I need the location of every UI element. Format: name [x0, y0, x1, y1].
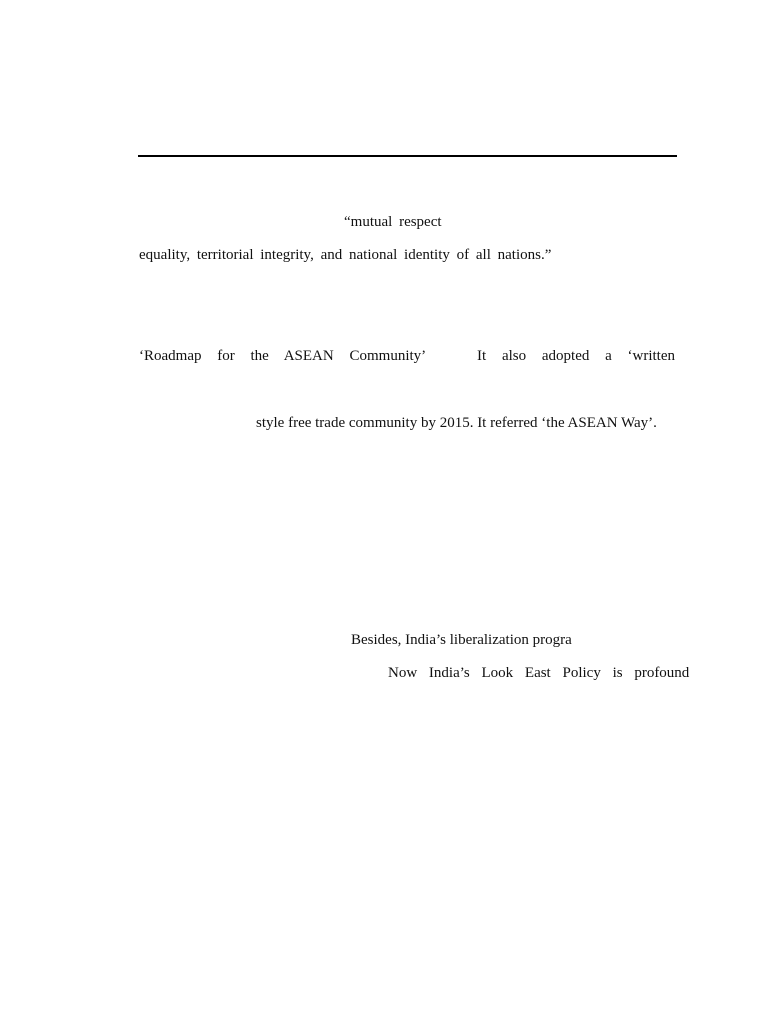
text-line-liberalization: Besides, India’s liberalization progra: [351, 632, 572, 648]
text-roadmap-title: ‘Roadmap for the ASEAN Community’: [139, 348, 427, 364]
text-line-roadmap: [139, 347, 675, 365]
text-line-equality: equality, territorial integrity, and national identity of all nations.”: [139, 247, 552, 263]
text-adopted-written: It also adopted a ‘written: [477, 348, 675, 364]
text-line-free-trade: style free trade community by 2015. It referred ‘the ASEAN Way’.: [256, 415, 657, 431]
horizontal-rule: [138, 155, 677, 157]
text-line-look-east: Now India’s Look East Policy is profound: [388, 665, 690, 681]
text-line-mutual-respect: “mutual respect: [344, 214, 442, 230]
